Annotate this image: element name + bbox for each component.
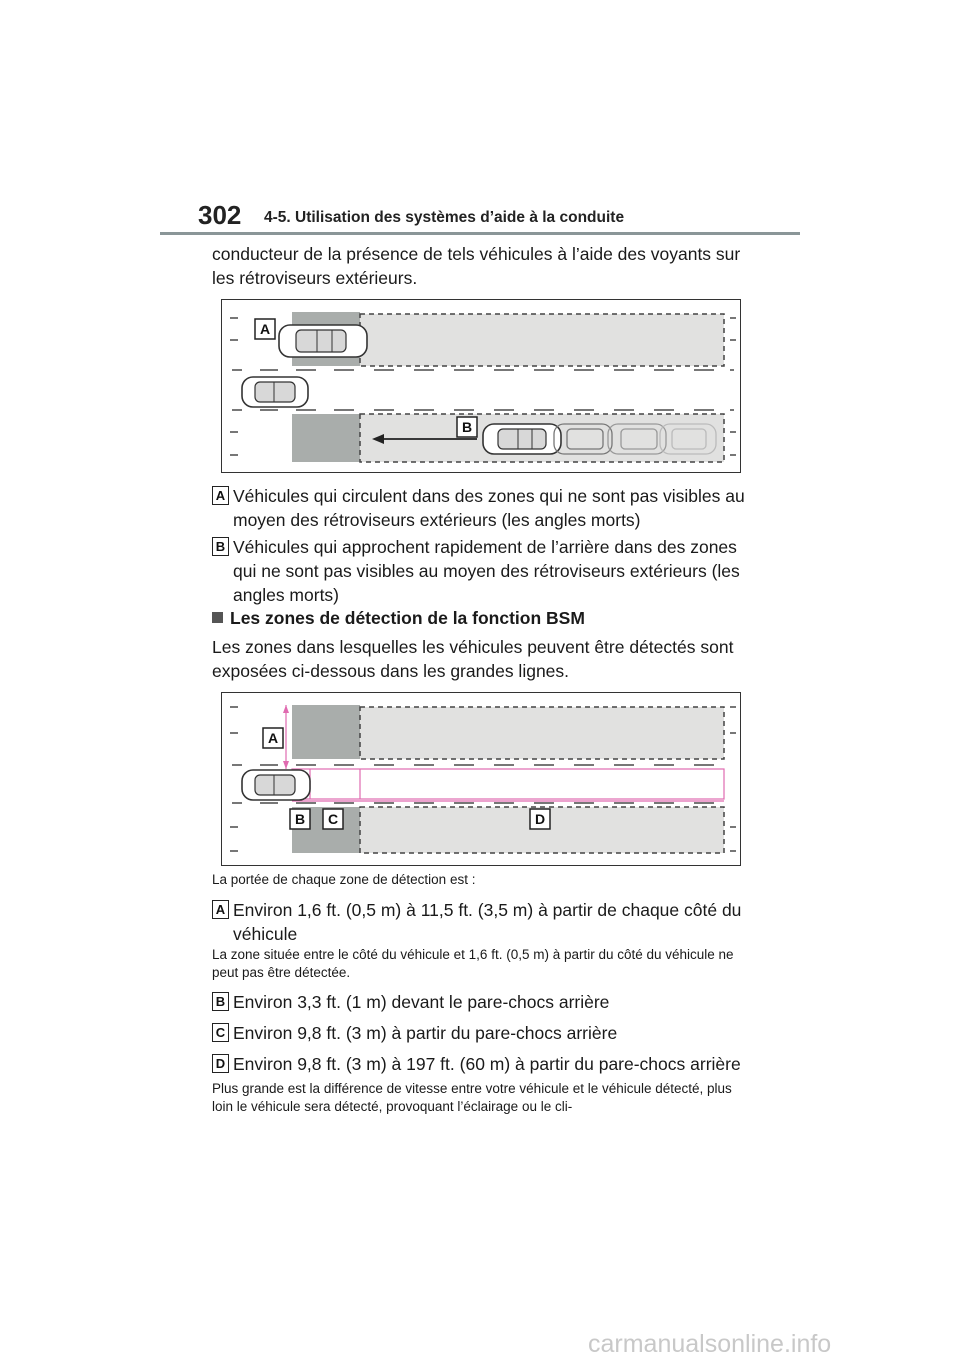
figure1-label-b: B (461, 419, 473, 435)
figure2-label-b: B (294, 811, 306, 827)
range-text-c: Environ 9,8 ft. (3 m) à partir du pare-chocs arrière (233, 1023, 618, 1043)
legend-text-a: Véhicules qui circulent dans des zones qui ne sont pas visibles au moyen des rétroviseurs extérieurs (les angles morts) (233, 486, 745, 530)
car-icon (279, 325, 367, 357)
range-note-a: La zone située entre le côté du véhicule et 1,6 ft. (0,5 m) à partir du côté du véhicule ne peut pas être détectée. (212, 947, 734, 980)
arrow-head-icon (283, 761, 289, 769)
intro-paragraph: conducteur de la présence de tels véhicules à l’aide des voyants sur les rétroviseurs extérieurs. (212, 244, 741, 288)
range-text-b: Environ 3,3 ft. (1 m) devant le pare-chocs arrière (233, 992, 610, 1012)
legend-item-b (212, 535, 752, 607)
ego-car-icon (242, 770, 310, 800)
approaching-car-icon (483, 424, 561, 454)
range-text-d: Environ 9,8 ft. (3 m) à 197 ft. (60 m) à partir du pare-chocs arrière (233, 1054, 741, 1074)
figure2-label-a: A (267, 730, 279, 746)
zone-upper-far (360, 707, 724, 759)
badge-a: A (212, 486, 229, 505)
ego-car-icon (242, 377, 308, 407)
footer-note: Plus grande est la différence de vitesse entre votre véhicule et le véhicule détecté, plus loin le véhicule sera détecté, provoquant l’éclairage ou le cli- (212, 1081, 732, 1114)
bsm-paragraph: Les zones dans lesquelles les véhicules peuvent être détectés sont exposées ci-dessous dans les grandes lignes. (212, 637, 734, 681)
header-divider (160, 232, 800, 235)
badge-b: B (212, 537, 229, 556)
legend-text-b: Véhicules qui approchent rapidement de l’arrière dans des zones qui ne sont pas visibles au moyen des rétroviseurs extérieurs (les angles morts) (233, 537, 740, 605)
bsm-heading (212, 608, 752, 629)
figure-detection-zones (221, 692, 741, 866)
badge-c: C (212, 1023, 229, 1042)
square-bullet-icon (212, 612, 223, 623)
blind-spot-zone-lower (292, 414, 360, 462)
figure2-label-d: D (534, 811, 546, 827)
legend-item-a (212, 484, 752, 532)
badge-b: B (212, 992, 229, 1011)
arrow-head-icon (283, 705, 289, 713)
range-item-b (212, 990, 752, 1014)
figure2-label-c: C (327, 811, 339, 827)
figure-blind-spot-overview (221, 299, 741, 473)
watermark: carmanualsonline.info (588, 1330, 832, 1358)
zone-upper-near (292, 705, 360, 759)
range-item-a (212, 898, 752, 946)
section-title: 4-5. Utilisation des systèmes d’aide à la conduite (264, 209, 625, 226)
range-item-c (212, 1021, 752, 1045)
detection-zone-upper (360, 314, 724, 366)
range-item-d (212, 1052, 752, 1076)
badge-a: A (212, 900, 229, 919)
bsm-heading-text: Les zones de détection de la fonction BSM (230, 608, 585, 628)
page-number: 302 (198, 200, 242, 230)
badge-d: D (212, 1054, 229, 1073)
figure1-label-a: A (259, 321, 271, 337)
range-text-a: Environ 1,6 ft. (0,5 m) à 11,5 ft. (3,5 m) à partir de chaque côté du véhicule (233, 900, 742, 944)
range-intro: La portée de chaque zone de détection est : (212, 872, 476, 887)
